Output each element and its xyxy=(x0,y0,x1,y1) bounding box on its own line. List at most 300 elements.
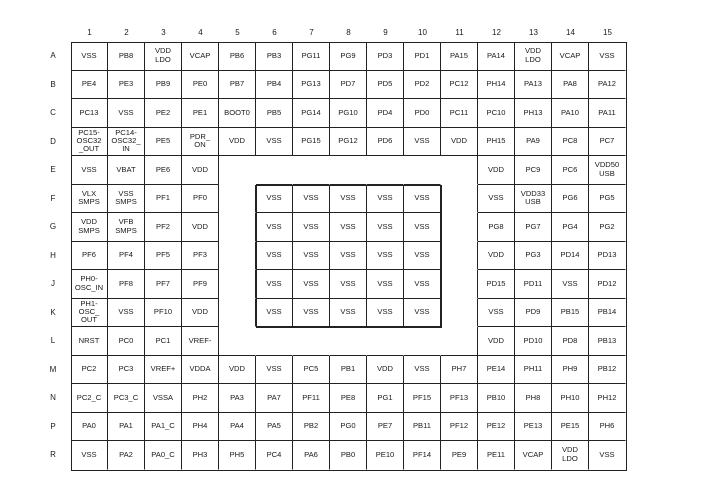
pin-label: PC11 xyxy=(449,107,469,117)
pin-label: VSS SMPS xyxy=(115,188,137,207)
pin-label: PG13 xyxy=(301,79,321,89)
pin-label: VSS xyxy=(118,107,134,117)
pin-cell xyxy=(145,327,182,356)
pin-label: PB12 xyxy=(597,364,617,374)
pin-cell xyxy=(515,384,552,413)
pin-label: PDR_ ON xyxy=(189,131,211,150)
pin-label: PH12 xyxy=(597,392,617,402)
pin-cell xyxy=(515,299,552,328)
pin-label: PB0 xyxy=(340,449,356,459)
pin-label: PH10 xyxy=(560,392,580,402)
pin-label: VSS xyxy=(266,307,282,317)
pin-label: PE3 xyxy=(118,79,134,89)
pin-label: VSS xyxy=(377,193,393,203)
pin-label: PD4 xyxy=(377,107,393,117)
row-header: P xyxy=(50,421,56,431)
pin-label: PC10 xyxy=(486,107,506,117)
pin-cell xyxy=(71,185,108,214)
pin-label: PE0 xyxy=(192,79,208,89)
row-header: D xyxy=(50,136,56,146)
pin-cell xyxy=(182,441,219,470)
pin-cell xyxy=(182,299,219,328)
pin-cell xyxy=(182,384,219,413)
pin-label: VSS xyxy=(377,278,393,288)
pin-cell xyxy=(145,299,182,328)
pin-label: PA3 xyxy=(230,392,244,402)
pin-cell xyxy=(515,242,552,271)
pin-label: PF14 xyxy=(412,449,432,459)
pin-label: PH2 xyxy=(192,392,208,402)
pin-label: PH0- OSC_IN xyxy=(74,274,104,292)
pin-label: NRST xyxy=(78,335,100,345)
pin-cell xyxy=(182,213,219,242)
pin-cell xyxy=(293,242,330,271)
pin-cell xyxy=(330,384,367,413)
pin-cell xyxy=(404,327,441,356)
pin-cell xyxy=(367,356,404,385)
pin-cell xyxy=(256,156,293,185)
pin-cell xyxy=(478,242,515,271)
pin-label: VSS xyxy=(266,193,282,203)
pin-label: PA5 xyxy=(267,421,281,431)
pin-label: PG11 xyxy=(301,50,321,60)
pin-cell xyxy=(293,327,330,356)
pin-cell xyxy=(478,299,515,328)
pin-cell xyxy=(293,128,330,157)
pin-label: VDD LDO xyxy=(154,46,172,64)
pin-cell xyxy=(515,441,552,470)
pin-cell xyxy=(256,327,293,356)
pin-cell xyxy=(330,299,367,328)
pin-cell xyxy=(293,213,330,242)
pin-cell xyxy=(404,299,441,328)
pin-label: VSS xyxy=(266,136,282,146)
column-header: 5 xyxy=(235,28,240,37)
pin-label: VSS xyxy=(266,250,282,260)
pin-label: PA8 xyxy=(563,79,577,89)
pin-cell xyxy=(182,185,219,214)
pin-cell xyxy=(71,213,108,242)
pin-label: VDD xyxy=(487,164,505,174)
row-header: K xyxy=(50,307,56,317)
pin-cell xyxy=(552,99,589,128)
pin-cell xyxy=(219,128,256,157)
pin-cell xyxy=(441,185,478,214)
pin-cell xyxy=(71,128,108,157)
pin-label: VSS xyxy=(488,193,504,203)
pin-label: PD10 xyxy=(523,335,543,345)
pin-label: VSS xyxy=(266,278,282,288)
pin-label: PF8 xyxy=(119,278,133,288)
pin-cell xyxy=(256,185,293,214)
pin-cell xyxy=(71,384,108,413)
pin-cell xyxy=(71,327,108,356)
pin-label: PG5 xyxy=(599,193,615,203)
pin-label: PG0 xyxy=(340,421,356,431)
pin-cell xyxy=(404,156,441,185)
pin-cell xyxy=(367,327,404,356)
pin-cell xyxy=(108,185,145,214)
pin-cell xyxy=(71,42,108,71)
pin-cell xyxy=(293,384,330,413)
pin-label: PD13 xyxy=(597,250,617,260)
pin-label: VDD33 USB xyxy=(520,188,546,207)
pin-cell xyxy=(219,71,256,100)
pin-cell xyxy=(478,384,515,413)
row-header: E xyxy=(50,165,56,174)
pin-label: PE13 xyxy=(523,421,543,431)
pin-label: VDD xyxy=(228,364,246,374)
pin-label: PA0_C xyxy=(151,449,175,459)
pin-label: PF1 xyxy=(156,193,170,203)
pin-label: PA12 xyxy=(597,79,616,89)
pin-cell xyxy=(515,327,552,356)
pin-cell xyxy=(256,242,293,271)
pin-label: VSS xyxy=(303,278,319,288)
pin-label: VDD xyxy=(191,164,209,174)
row-header: G xyxy=(49,222,57,231)
pin-label: PA9 xyxy=(526,136,540,146)
pin-cell xyxy=(182,71,219,100)
pin-cell xyxy=(367,270,404,299)
pin-cell xyxy=(182,156,219,185)
column-header: 14 xyxy=(566,28,575,37)
pin-label: PC8 xyxy=(562,136,578,146)
pin-label: PB10 xyxy=(486,392,506,402)
pin-label: VSS xyxy=(414,364,430,374)
row-header: A xyxy=(50,51,56,60)
pin-cell xyxy=(293,270,330,299)
pin-cell xyxy=(441,242,478,271)
column-header: 3 xyxy=(161,28,166,37)
pin-label: PH7 xyxy=(451,364,467,374)
pin-label: PC9 xyxy=(525,164,541,174)
pin-cell xyxy=(552,356,589,385)
pin-label: VSSA xyxy=(152,392,174,402)
pin-cell xyxy=(71,441,108,470)
pin-cell xyxy=(589,413,626,442)
pin-label: PG10 xyxy=(338,107,358,117)
pin-label: VCAP xyxy=(189,50,211,60)
row-header: C xyxy=(50,108,56,117)
pin-label: PD6 xyxy=(377,136,393,146)
pin-cell xyxy=(219,156,256,185)
pin-cell xyxy=(478,213,515,242)
pin-cell xyxy=(145,413,182,442)
pin-label: VSS xyxy=(266,221,282,231)
pin-label: VSS xyxy=(340,221,356,231)
pin-cell xyxy=(256,42,293,71)
pin-label: PF9 xyxy=(193,278,207,288)
pin-cell xyxy=(552,413,589,442)
pin-cell xyxy=(552,441,589,470)
pin-cell xyxy=(404,71,441,100)
pin-label: VDDA xyxy=(189,364,211,374)
pin-label: PH8 xyxy=(525,392,541,402)
pin-cell xyxy=(256,413,293,442)
pin-cell xyxy=(367,99,404,128)
pin-cell xyxy=(515,270,552,299)
pin-cell xyxy=(589,213,626,242)
pin-label: PC3 xyxy=(118,364,134,374)
pin-label: PG1 xyxy=(377,392,393,402)
pin-cell xyxy=(478,327,515,356)
column-header: 12 xyxy=(492,28,501,37)
pin-label: VSS xyxy=(488,307,504,317)
pin-cell xyxy=(145,99,182,128)
pin-cell xyxy=(441,327,478,356)
pin-cell xyxy=(219,441,256,470)
pin-label: PD1 xyxy=(414,50,430,60)
pin-label: PC7 xyxy=(599,136,615,146)
column-header: 9 xyxy=(383,28,388,37)
pin-cell xyxy=(552,270,589,299)
pin-label: VSS xyxy=(414,307,430,317)
column-header: 7 xyxy=(309,28,314,37)
pin-label: PG6 xyxy=(562,193,578,203)
pin-label: PG7 xyxy=(525,221,541,231)
pin-cell xyxy=(219,213,256,242)
pin-cell xyxy=(256,299,293,328)
pin-label: PB2 xyxy=(303,421,319,431)
pin-label: PF12 xyxy=(449,421,469,431)
pin-label: VDD xyxy=(376,364,394,374)
pin-cell xyxy=(367,213,404,242)
row-header: B xyxy=(50,79,56,89)
pin-label: PB15 xyxy=(560,307,580,317)
pin-label: PC3_C xyxy=(113,392,139,402)
pin-label: PD2 xyxy=(414,79,430,89)
pin-cell xyxy=(108,156,145,185)
pin-label: VDD xyxy=(450,136,468,146)
pin-cell xyxy=(404,99,441,128)
pin-cell xyxy=(478,270,515,299)
pin-cell xyxy=(515,213,552,242)
pin-cell xyxy=(256,128,293,157)
pin-label: PC13 xyxy=(79,107,99,117)
pin-cell xyxy=(330,270,367,299)
pin-cell xyxy=(330,42,367,71)
pin-cell xyxy=(552,213,589,242)
pin-cell xyxy=(330,128,367,157)
pin-cell xyxy=(478,441,515,470)
pin-cell xyxy=(367,299,404,328)
column-header: 15 xyxy=(603,28,612,37)
pin-cell xyxy=(293,413,330,442)
pin-label: VSS xyxy=(377,250,393,260)
pin-label: PE15 xyxy=(560,421,580,431)
pin-label: PA15 xyxy=(449,50,468,60)
pin-label: PA10 xyxy=(560,107,579,117)
pin-cell xyxy=(589,299,626,328)
pin-cell xyxy=(71,270,108,299)
pin-cell xyxy=(552,242,589,271)
pin-label: PB4 xyxy=(266,79,282,89)
pin-label: VDD xyxy=(191,307,209,317)
pin-label: PC1 xyxy=(155,335,171,345)
pin-cell xyxy=(71,413,108,442)
pin-label: VDD xyxy=(228,136,246,146)
pin-cell xyxy=(219,270,256,299)
pin-cell xyxy=(71,299,108,328)
pin-cell xyxy=(441,71,478,100)
pin-cell xyxy=(441,384,478,413)
pin-cell xyxy=(145,270,182,299)
pin-cell xyxy=(256,441,293,470)
pin-label: PE1 xyxy=(192,107,208,117)
pin-label: PG14 xyxy=(301,107,321,117)
pin-label: VDD50 USB xyxy=(594,160,620,178)
pin-cell xyxy=(404,356,441,385)
column-header: 2 xyxy=(124,28,129,37)
pin-label: PB3 xyxy=(266,50,282,60)
pin-cell xyxy=(441,413,478,442)
pin-cell xyxy=(219,299,256,328)
pin-cell xyxy=(441,299,478,328)
pin-cell xyxy=(478,128,515,157)
pin-label: VSS xyxy=(303,221,319,231)
pin-cell xyxy=(71,99,108,128)
column-header: 4 xyxy=(198,28,203,37)
pin-label: PD15 xyxy=(486,278,506,288)
pin-label: PH11 xyxy=(523,364,543,374)
pin-label: PD11 xyxy=(523,278,543,288)
pin-cell xyxy=(256,270,293,299)
row-header: N xyxy=(50,393,56,402)
pin-label: PD0 xyxy=(414,107,430,117)
pin-label: PC4 xyxy=(266,449,282,459)
pin-cell xyxy=(404,441,441,470)
pin-cell xyxy=(552,71,589,100)
column-header: 10 xyxy=(418,28,427,37)
pin-label: VSS xyxy=(340,250,356,260)
pin-cell xyxy=(367,384,404,413)
pin-label: PA1_C xyxy=(151,421,175,431)
pin-cell xyxy=(182,356,219,385)
pin-label: PE4 xyxy=(81,79,97,89)
pin-cell xyxy=(515,156,552,185)
pin-label: PE2 xyxy=(155,107,171,117)
pin-cell xyxy=(330,99,367,128)
pin-cell xyxy=(108,242,145,271)
pin-label: PE11 xyxy=(486,449,505,459)
pin-label: PB8 xyxy=(118,50,134,60)
pin-label: PB1 xyxy=(340,364,356,374)
pin-label: PA4 xyxy=(230,421,244,431)
pin-label: PA0 xyxy=(82,421,96,431)
pin-cell xyxy=(589,441,626,470)
pin-label: VSS xyxy=(414,250,430,260)
pin-label: PA11 xyxy=(598,107,616,117)
pin-cell xyxy=(219,99,256,128)
pin-cell xyxy=(330,156,367,185)
row-header: F xyxy=(50,193,56,203)
pin-cell xyxy=(367,71,404,100)
pin-label: PC14- OSC32_ IN xyxy=(111,127,141,154)
pin-label: PH5 xyxy=(229,449,245,459)
pin-cell xyxy=(71,356,108,385)
pin-cell xyxy=(108,128,145,157)
pin-label: PB11 xyxy=(412,421,431,431)
pin-cell xyxy=(478,156,515,185)
pin-label: VSS xyxy=(414,278,430,288)
pin-cell xyxy=(108,356,145,385)
pin-cell xyxy=(330,441,367,470)
pin-cell xyxy=(589,128,626,157)
pin-cell xyxy=(330,356,367,385)
pin-cell xyxy=(71,71,108,100)
row-header: R xyxy=(50,450,56,459)
pin-cell xyxy=(367,128,404,157)
pin-cell xyxy=(589,384,626,413)
pin-cell xyxy=(145,42,182,71)
pin-cell xyxy=(293,185,330,214)
pin-cell xyxy=(145,384,182,413)
pin-cell xyxy=(552,42,589,71)
pin-label: VFB SMPS xyxy=(115,217,137,235)
pin-label: PC0 xyxy=(118,335,134,345)
pin-label: VSS xyxy=(118,307,134,317)
pin-cell xyxy=(108,413,145,442)
pin-label: PC5 xyxy=(303,364,319,374)
pin-label: PD5 xyxy=(377,79,393,89)
pin-label: VSS xyxy=(599,50,615,60)
pin-cell xyxy=(256,213,293,242)
pin-label: PA7 xyxy=(267,392,281,402)
pin-cell xyxy=(515,42,552,71)
pin-label: PD7 xyxy=(340,79,356,89)
pin-label: VSS xyxy=(303,307,319,317)
pin-cell xyxy=(256,71,293,100)
column-header: 8 xyxy=(346,28,351,37)
pin-cell xyxy=(219,413,256,442)
pin-label: PF5 xyxy=(156,250,170,260)
pin-cell xyxy=(552,384,589,413)
pin-cell xyxy=(515,99,552,128)
pin-label: PE8 xyxy=(340,392,356,402)
pin-cell xyxy=(404,128,441,157)
pin-cell xyxy=(441,99,478,128)
pin-label: PC15- OSC32 _OUT xyxy=(76,127,102,154)
pin-cell xyxy=(589,270,626,299)
pin-cell xyxy=(441,270,478,299)
pin-label: PF3 xyxy=(193,250,207,260)
pin-label: VLX SMPS xyxy=(78,188,100,207)
pin-cell xyxy=(219,384,256,413)
pin-cell xyxy=(108,270,145,299)
pin-cell xyxy=(182,99,219,128)
pin-cell xyxy=(404,242,441,271)
pin-cell xyxy=(552,299,589,328)
pin-label: PC12 xyxy=(449,79,469,89)
pin-label: VSS xyxy=(81,164,97,174)
pin-label: PE7 xyxy=(377,421,393,431)
pin-label: PD3 xyxy=(377,50,393,60)
pin-cell xyxy=(515,413,552,442)
pin-cell xyxy=(478,413,515,442)
pin-label: PB6 xyxy=(229,50,245,60)
pin-cell xyxy=(515,128,552,157)
pin-label: PB7 xyxy=(229,79,245,89)
pin-cell xyxy=(478,99,515,128)
pin-cell xyxy=(515,356,552,385)
pin-cell xyxy=(145,242,182,271)
pin-cell xyxy=(478,356,515,385)
pin-cell xyxy=(367,242,404,271)
pin-label: VSS xyxy=(414,136,430,146)
pin-label: PA6 xyxy=(304,449,318,459)
pin-cell xyxy=(108,327,145,356)
